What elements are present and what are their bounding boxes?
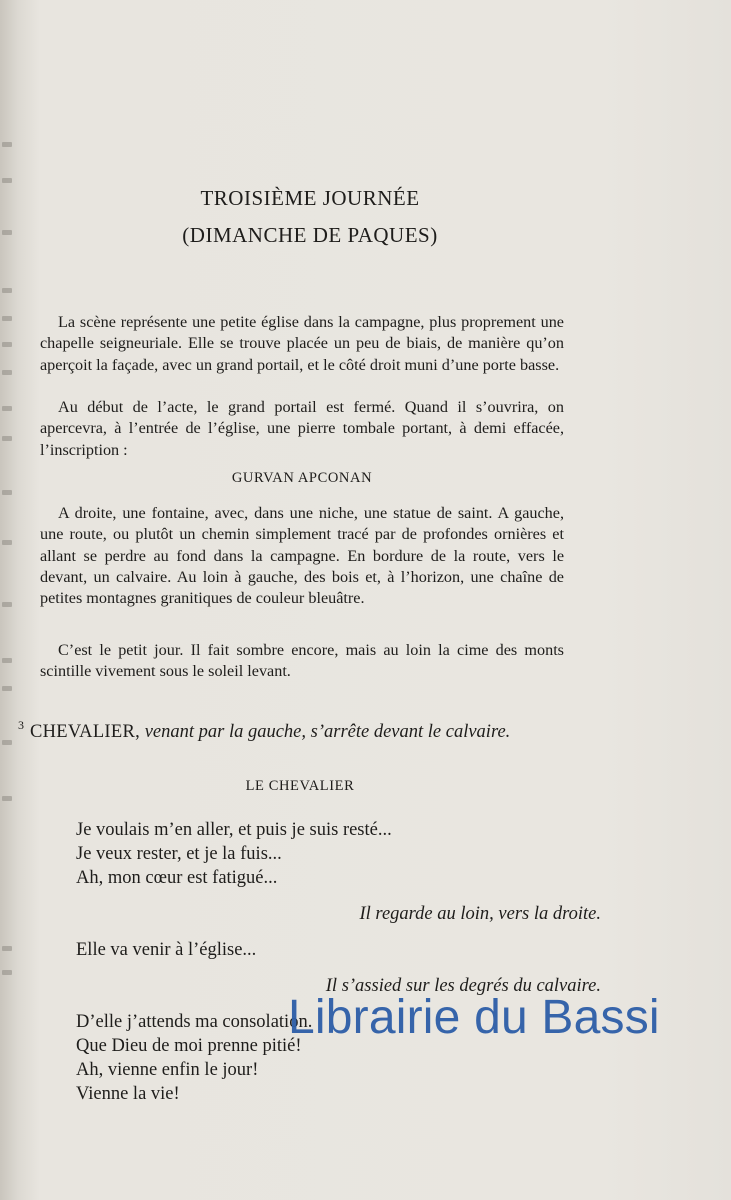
- verse-line: Ah, vienne enfin le jour!: [76, 1060, 259, 1080]
- stage-direction-action: venant par la gauche, s’arrête devant le calvaire.: [144, 722, 511, 742]
- tomb-inscription: GURVAN APCONAN: [231, 470, 373, 486]
- verse-line: Ah, mon cœur est fatigué...: [76, 868, 278, 888]
- stage-direction-number: 3: [18, 718, 24, 732]
- scene-description-paragraph: C’est le petit jour. Il fait sombre encore, mais au loin la cime des monts scintille vivement sous le soleil levant.: [40, 641, 564, 681]
- verse-line: Elle va venir à l’église...: [76, 940, 257, 960]
- stage-direction-inline: Il s’assied sur les degrés du calvaire.: [325, 976, 601, 996]
- verse-block: [76, 1010, 312, 1106]
- verse-block: [76, 818, 392, 890]
- character-name: CHEVALIER,: [30, 722, 141, 742]
- stage-direction: [18, 718, 511, 743]
- scene-description-paragraph: A droite, une fontaine, avec, dans une niche, une statue de saint. A gauche, une route, ou plutôt un chemin simplement tracé par de profondes ornières et allant se perdre au fond dans la campagne. En bordure de la route, vers le devant, un calvaire. Au loin à gauche, des bois et, à l’horizon, une chaîne de petites montagnes granitiques de couleur bleuâtre.: [40, 504, 564, 608]
- verse-line: Je voulais m’en aller, et puis je suis resté...: [76, 820, 392, 840]
- scene-description-paragraph: Au début de l’acte, le grand portail est fermé. Quand il s’ouvrira, on apercevra, à l’entrée de l’église, une pierre tombale portant, à demi effacée, l’inscription :: [40, 398, 564, 459]
- watermark-text: Librairie du Bassi: [288, 991, 660, 1044]
- verse-line: Que Dieu de moi prenne pitié!: [76, 1036, 302, 1056]
- verse-line: Je veux rester, et je la fuis...: [76, 844, 282, 864]
- scene-description-paragraph: La scène représente une petite église dans la campagne, plus proprement une chapelle seigneuriale. Elle se trouve placée un peu de biais, de manière qu’on aperçoit la façade, avec un grand portail, et le côté droit muni d’une porte basse.: [40, 313, 564, 374]
- speaker-heading: LE CHEVALIER: [245, 778, 355, 794]
- stage-direction-inline: Il regarde au loin, vers la droite.: [359, 904, 601, 924]
- act-subtitle: (DIMANCHE DE PAQUES): [182, 223, 438, 247]
- verse-line: D’elle j’attends ma consolation.: [76, 1012, 313, 1032]
- act-title: TROISIÈME JOURNÉE: [200, 186, 420, 210]
- verse-block: [76, 938, 256, 962]
- binding-edge: [0, 120, 18, 1200]
- verse-line: Vienne la vie!: [76, 1084, 180, 1104]
